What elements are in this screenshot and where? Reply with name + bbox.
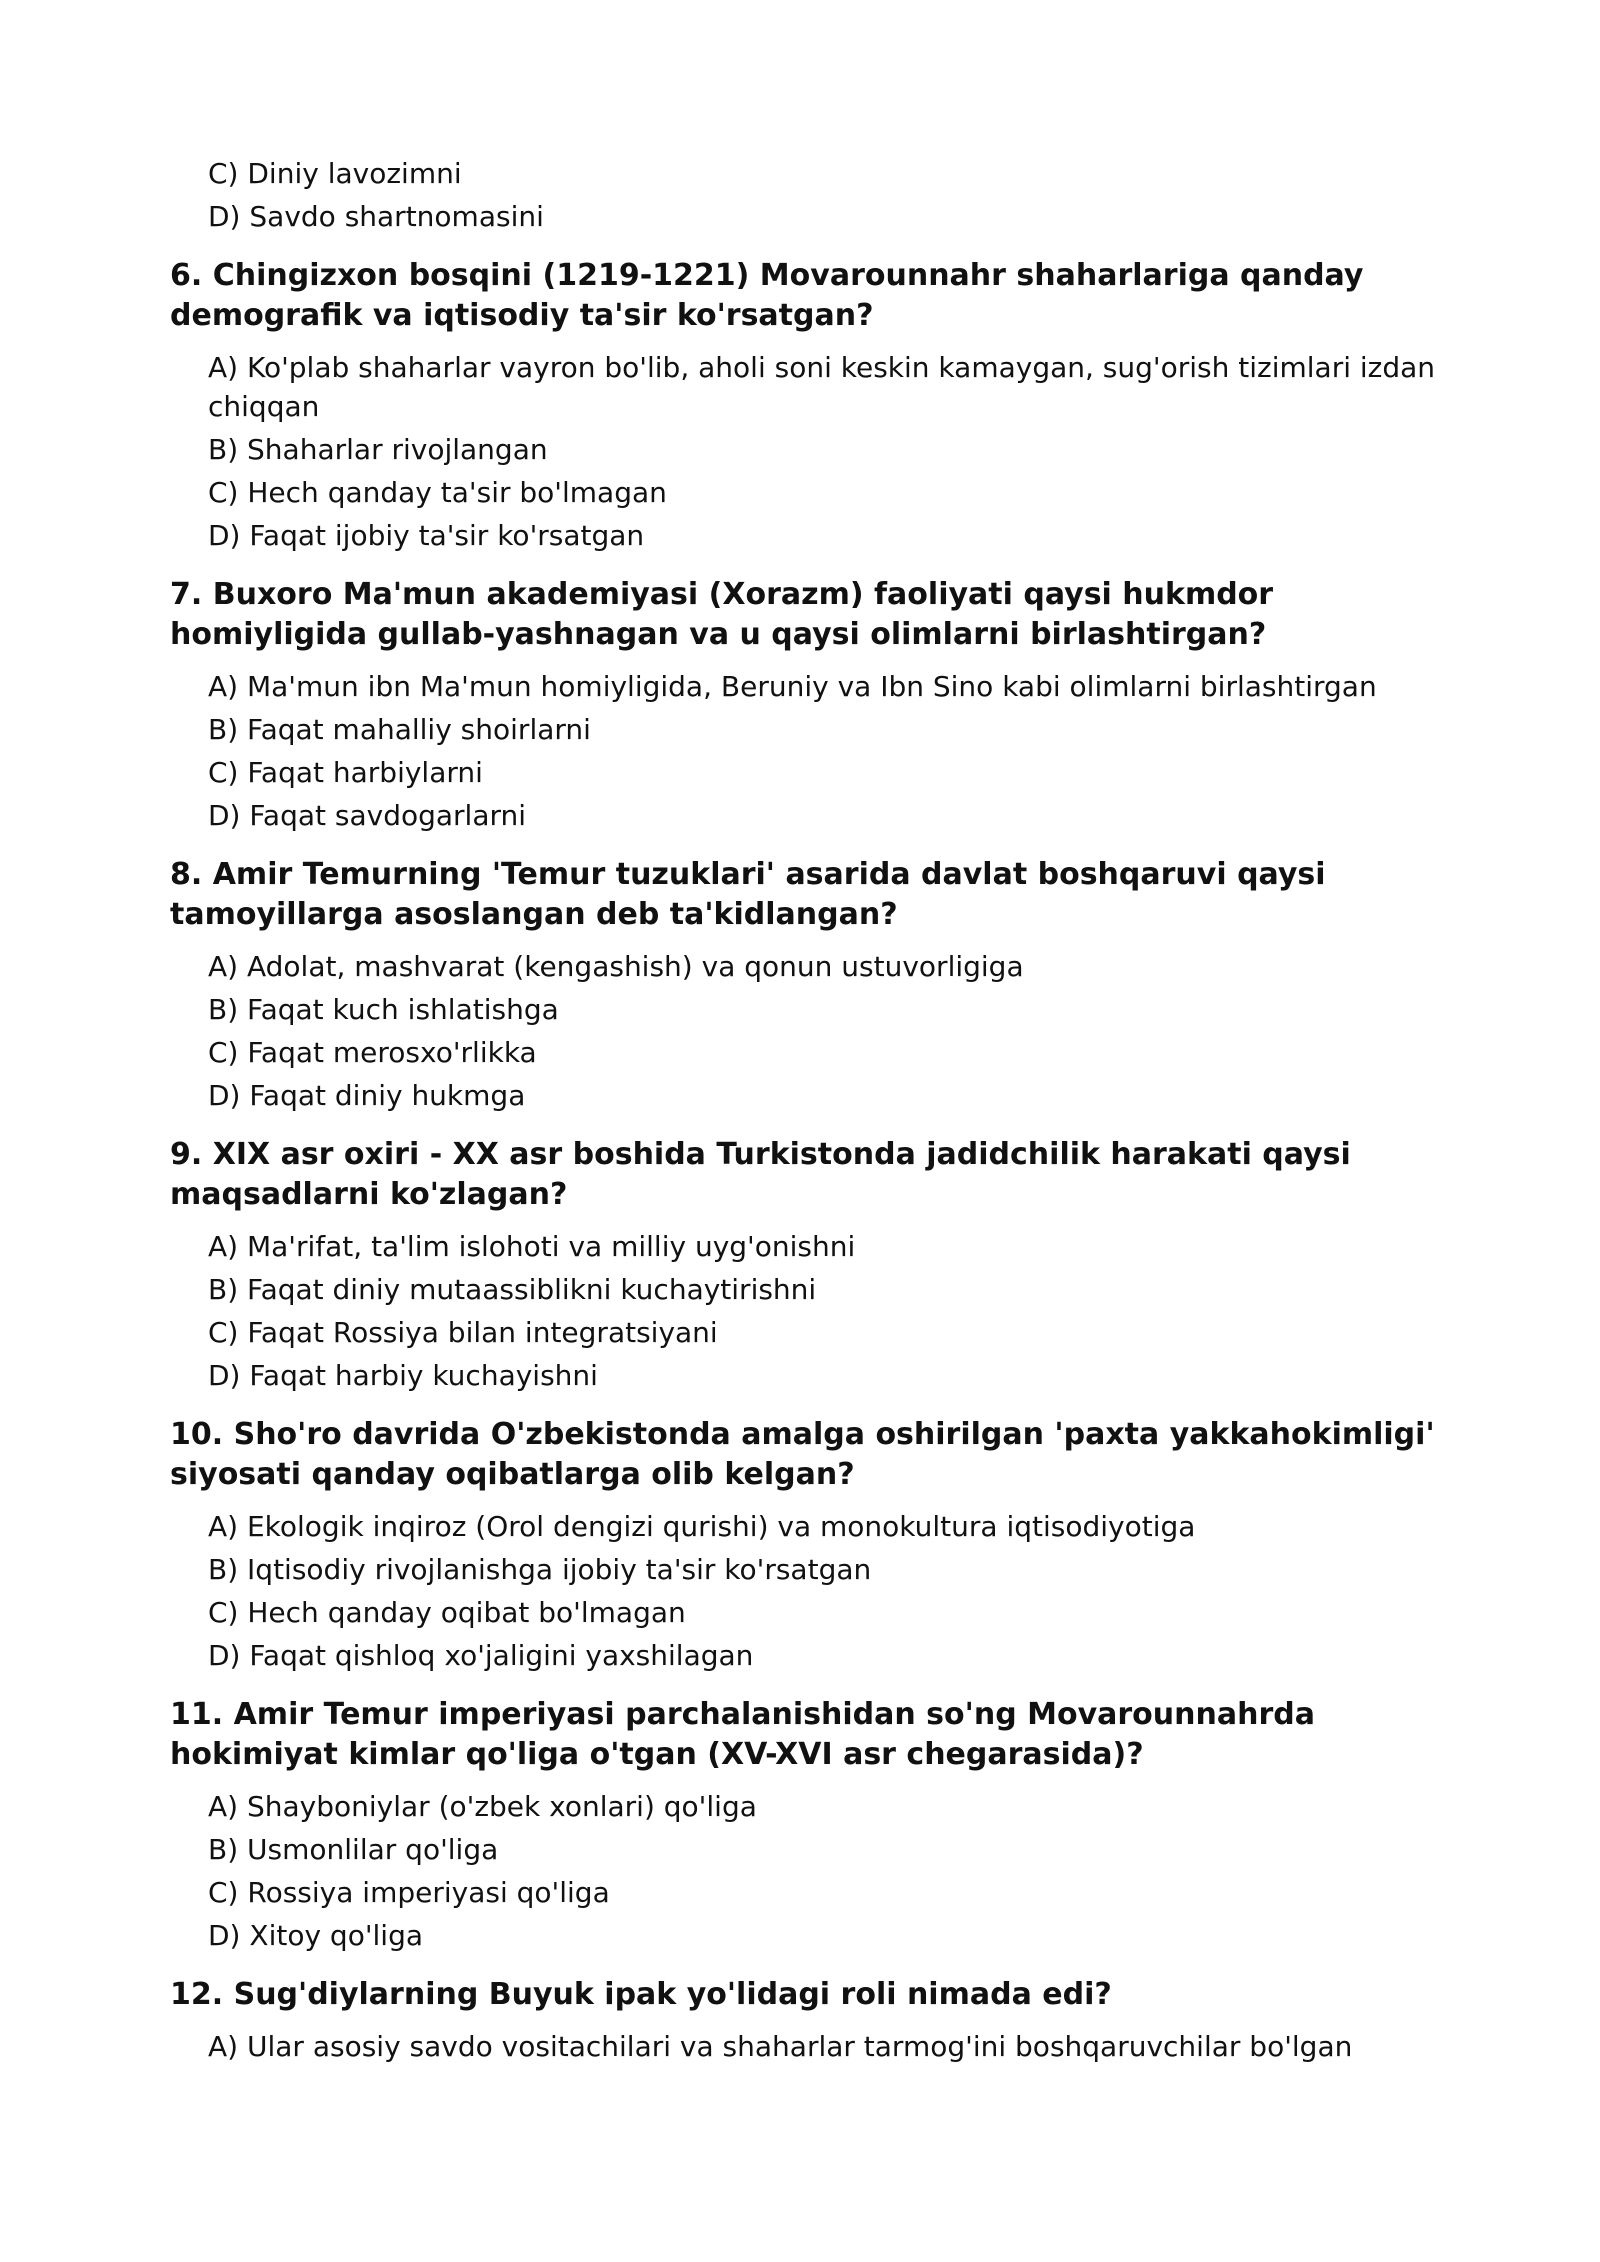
question-text: 6. Chingizxon bosqini (1219-1221) Movarounnahr shaharlariga qanday demografik va iqtisodiy ta'sir ko'rsatgan?	[170, 258, 1364, 333]
answer-option: A) Ekologik inqiroz (Orol dengizi qurishi) va monokultura iqtisodiyotiga	[208, 1510, 1196, 1543]
answer-option: C) Diniy lavozimni	[208, 157, 462, 190]
answer-option: C) Faqat Rossiya bilan integratsiyani	[208, 1316, 718, 1349]
question-text: 8. Amir Temurning 'Temur tuzuklari' asarida davlat boshqaruvi qaysi tamoyillarga asoslangan deb ta'kidlangan?	[170, 857, 1326, 932]
answer-options	[170, 1785, 1470, 1957]
question-11	[170, 1695, 1470, 1957]
answer-option: D) Faqat diniy hukmga	[208, 1079, 526, 1112]
answer-option: A) Ular asosiy savdo vositachilari va shaharlar tarmog'ini boshqaruvchilar bo'lgan	[208, 2030, 1353, 2063]
answer-option: D) Faqat savdogarlarni	[208, 799, 527, 832]
answer-option: D) Savdo shartnomasini	[208, 200, 544, 233]
answer-options	[170, 1505, 1470, 1677]
carryover-options	[170, 152, 1470, 238]
answer-option: C) Rossiya imperiyasi qo'liga	[208, 1876, 610, 1909]
answer-option: A) Ko'plab shaharlar vayron bo'lib, aholi soni keskin kamaygan, sug'orish tizimlari izdan chiqqan	[208, 351, 1436, 423]
answer-options	[170, 346, 1470, 557]
answer-option: C) Hech qanday oqibat bo'lmagan	[208, 1596, 686, 1629]
question-text: 11. Amir Temur imperiyasi parchalanishidan so'ng Movarounnahrda hokimiyat kimlar qo'liga o'tgan (XV-XVI asr chegarasida)?	[170, 1697, 1315, 1772]
question-7	[170, 575, 1470, 837]
answer-option: D) Xitoy qo'liga	[208, 1919, 424, 1952]
question-12	[170, 1975, 1470, 2068]
question-6	[170, 256, 1470, 557]
answer-option: B) Faqat diniy mutaassiblikni kuchaytirishni	[208, 1273, 817, 1306]
answer-option: A) Ma'rifat, ta'lim islohoti va milliy uyg'onishni	[208, 1230, 856, 1263]
answer-option: A) Shayboniylar (o'zbek xonlari) qo'liga	[208, 1790, 757, 1823]
question-text: 7. Buxoro Ma'mun akademiyasi (Xorazm) faoliyati qaysi hukmdor homiyligida gullab-yashnagan va u qaysi olimlarni birlashtirgan?	[170, 577, 1274, 652]
answer-option: B) Usmonlilar qo'liga	[208, 1833, 499, 1866]
question-9	[170, 1135, 1470, 1397]
answer-options	[170, 2025, 1470, 2068]
question-text: 9. XIX asr oxiri - XX asr boshida Turkistonda jadidchilik harakati qaysi maqsadlarni ko'zlagan?	[170, 1137, 1351, 1212]
answer-option: C) Hech qanday ta'sir bo'lmagan	[208, 476, 667, 509]
answer-option: B) Shaharlar rivojlangan	[208, 433, 548, 466]
question-text: 12. Sug'diylarning Buyuk ipak yo'lidagi roli nimada edi?	[170, 1977, 1112, 2012]
quiz-content	[170, 152, 1470, 2068]
question-text: 10. Sho'ro davrida O'zbekistonda amalga oshirilgan 'paxta yakkahokimligi' siyosati qanday oqibatlarga olib kelgan?	[170, 1417, 1435, 1492]
answer-option: B) Iqtisodiy rivojlanishga ijobiy ta'sir ko'rsatgan	[208, 1553, 872, 1586]
answer-options	[170, 1225, 1470, 1397]
question-10	[170, 1415, 1470, 1677]
answer-option: C) Faqat harbiylarni	[208, 756, 483, 789]
answer-options	[170, 945, 1470, 1117]
answer-option: B) Faqat mahalliy shoirlarni	[208, 713, 591, 746]
answer-option: D) Faqat qishloq xo'jaligini yaxshilagan	[208, 1639, 754, 1672]
answer-option: B) Faqat kuch ishlatishga	[208, 993, 559, 1026]
question-8	[170, 855, 1470, 1117]
answer-option: D) Faqat harbiy kuchayishni	[208, 1359, 598, 1392]
answer-option: D) Faqat ijobiy ta'sir ko'rsatgan	[208, 519, 645, 552]
answer-option: C) Faqat merosxo'rlikka	[208, 1036, 537, 1069]
answer-option: A) Ma'mun ibn Ma'mun homiyligida, Beruniy va Ibn Sino kabi olimlarni birlashtirgan	[208, 670, 1377, 703]
answer-option: A) Adolat, mashvarat (kengashish) va qonun ustuvorligiga	[208, 950, 1024, 983]
answer-options	[170, 665, 1470, 837]
